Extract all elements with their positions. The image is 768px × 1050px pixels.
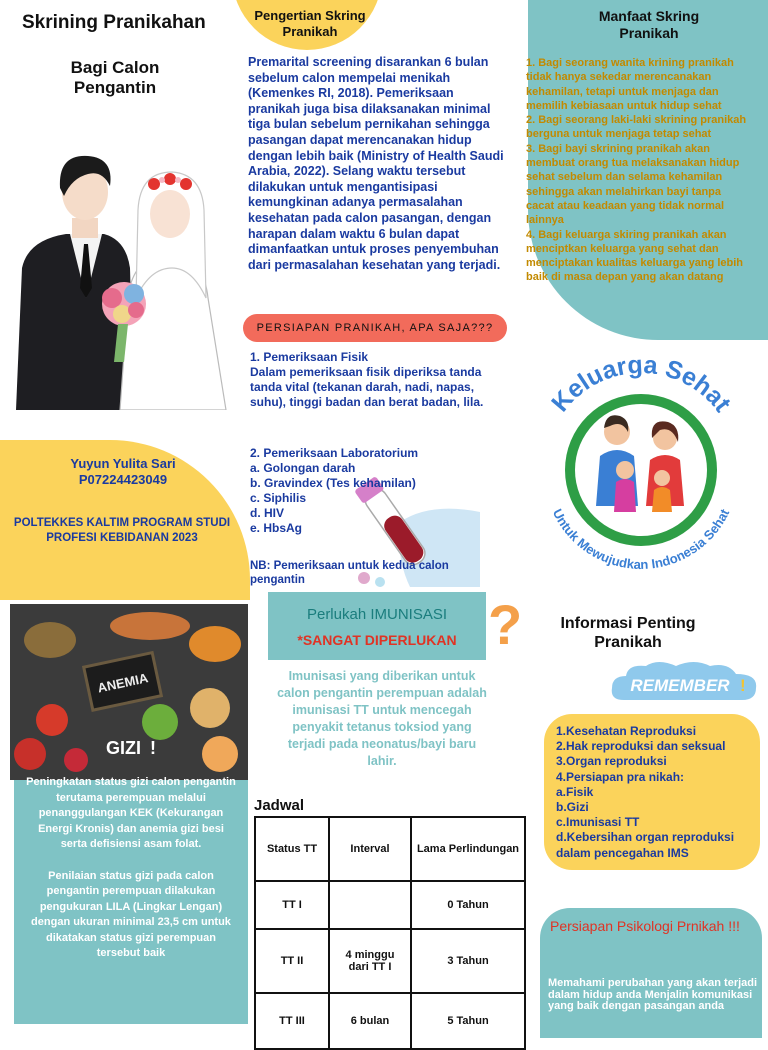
paragraph-spacer [26, 853, 236, 869]
section-title-manfaat [564, 8, 734, 42]
info-item: d.Kebersihan organ reproduksi dalam pencegahan IMS [556, 830, 735, 860]
nutrition-food-image [10, 604, 248, 780]
author-name: Yuyun Yulita Sari [70, 456, 176, 471]
info-item: c.Imunisasi TT [556, 815, 640, 830]
gizi-paragraph-2: Penilaian status gizi pada calon pengantin perempuan dilakukan pengukuran LILA (Lingkar Lengan) dengan ukuran minimal 23,5 cm untuk dikatakan status gizi perempuan tersebut baik [31, 869, 231, 959]
logo-bottom-text: Untuk Mewujudkan Indonesia Sehat [549, 506, 733, 573]
pemeriksaan-lab [250, 446, 450, 536]
keluarga-sehat-logo [522, 346, 760, 586]
title-line-1: Manfaat Skring [598, 8, 700, 24]
title-line-2: Pranikah [282, 24, 338, 39]
gizi-paragraphs [26, 775, 236, 962]
psikologi-paragraph: Memahami perubahan yang akan terjadi dalam hidup anda Menjalin komunikasi yang baik dengan pasangan anda [548, 977, 758, 1012]
info-item: 4.Persiapan pra nikah: [556, 769, 685, 784]
title-line-2: Pranikah [594, 634, 662, 651]
table-cell: TT II [255, 929, 329, 993]
brochure-title: Skrining Pranikahan [22, 12, 206, 33]
subtitle-line-1: Bagi Calon [70, 58, 160, 77]
table-cell: 5 Tahun [411, 993, 525, 1049]
table-row [255, 929, 525, 993]
subtitle-line-2: Pengantin [73, 78, 157, 97]
item-2-title: 2. Pemeriksaan Laboratorium [250, 446, 419, 460]
table-cell: TT I [255, 881, 329, 929]
author-block [20, 456, 226, 488]
nb-note: NB: Pemeriksaan untuk kedua calon pengantin [250, 560, 449, 586]
benefit-item: 4. Bagi keluarga skiring pranikah akan menciptkan keluarga yang sehat dan menciptakan kualitas keluarga yang lebih baik di masa depan yang akan datang [526, 228, 744, 284]
lab-item: e. HbsAg [250, 521, 303, 535]
table-cell: 3 Tahun [411, 929, 525, 993]
info-item: 1.Kesehatan Reproduksi [556, 724, 697, 738]
logo-top-text: Keluarga Sehat [546, 350, 737, 418]
table-header-cell: Lama Perlindungan [411, 817, 525, 881]
item-1-title: 1. Pemeriksaan Fisik [250, 350, 369, 364]
benefit-item: 1. Bagi seorang wanita krining pranikah tidak hanya sekedar merencanakan kehamilan, tetapi untuk menjaga dan memilih kebiasaan untuk hidup sehat [526, 57, 734, 112]
table-row [255, 881, 525, 929]
benefits-list [526, 56, 752, 285]
title-line-1: Informasi Penting [560, 615, 696, 632]
info-item: b.Gizi [556, 800, 589, 815]
benefit-item: 2. Bagi seorang laki-laki skrining pranikah berguna untuk menjaga tetap sehat [526, 114, 747, 141]
table-header-cell: Interval [329, 817, 411, 881]
gizi-exclamation: ! [150, 738, 156, 758]
title-line-1: Pengertian Skring [254, 8, 366, 23]
imunisasi-subtitle: *SANGAT DIPERLUKAN [297, 632, 457, 648]
remember-cloud-badge [610, 660, 760, 704]
lab-item: c. Siphilis [250, 491, 307, 505]
title-line-2: Pranikah [619, 25, 679, 41]
jadwal-label: Jadwal [254, 797, 305, 814]
lab-item: a. Golongan darah [250, 461, 356, 475]
bride-groom-illustration [8, 148, 232, 410]
persiapan-pill-label: PERSIAPAN PRANIKAH, APA SAJA??? [243, 314, 507, 342]
psikologi-title: Persiapan Psikologi Prnikah !!! [550, 918, 740, 934]
question-mark-icon: ? [488, 593, 523, 656]
author-id: P07224423049 [78, 472, 168, 487]
table-row [255, 993, 525, 1049]
pemeriksaan-fisik [250, 350, 508, 410]
gizi-label: GIZI [106, 738, 141, 758]
item-1-text: Dalam pemeriksaan fisik diperiksa tanda tanda vital (tekanan darah, nadi, napas, suhu), tinggi badan dan berat badan, lila. [250, 365, 484, 409]
pengertian-paragraph: Premarital screening disarankan 6 bulan sebelum calon mempelai menikah (Kemenkes RI, 2018). Pemeriksaan pranikah juga bisa dilaksanakan minimal tiga bulan sebelum pernikahan sehingga pasangan dapat merencanakan hidup dengan lebih baik (Ministry of Health Saudi Arabia, 2022). Selang waktu tersebut dilakukan untuk mengantisipasi kemungkinan adanya permasalahan kesehatan pada calon pasangan, dengan harapan dalam waktu 6 bulan dapat dimanfaatkan untuk proses penyembuhan dari permasalahan kesehatan yang terjadi. [248, 55, 504, 272]
table-cell [329, 881, 411, 929]
lab-item: d. HIV [250, 506, 285, 520]
info-item: 2.Hak reproduksi dan seksual [556, 739, 726, 754]
section-title-informasi [540, 614, 716, 652]
table-cell: 6 bulan [329, 993, 411, 1049]
gizi-paragraph-1: Peningkatan status gizi calon pengantin terutama perempuan melalui penanggulangan KEK (Kekurangan Energi Kronis) dan anemia gizi besi serta defisiensi asam folat. [26, 776, 236, 850]
info-item: 3.Organ reproduksi [556, 754, 667, 769]
info-list [556, 724, 756, 861]
table-cell: TT III [255, 993, 329, 1049]
institution-name: POLTEKKES KALTIM PROGRAM STUDI PROFESI KEBIDANAN 2023 [13, 517, 231, 544]
brochure-subtitle [40, 58, 190, 98]
imunisasi-paragraph: Imunisasi yang diberikan untuk calon pengantin perempuan adalah imunisasi TT untuk mencegah penyakit tetanus toksiod yang terjadi pada neonatus/bayi baru lahir. [277, 669, 487, 768]
imunisasi-header-box [268, 592, 486, 660]
table-header-cell: Status TT [255, 817, 329, 881]
section-title-pengertian [240, 8, 380, 40]
remember-text: REMEMBER [630, 676, 730, 695]
info-item: a.Fisik [556, 784, 594, 799]
table-cell: 4 minggu dari TT I [329, 929, 411, 993]
lab-item: b. Gravindex (Tes kehamilan) [250, 476, 416, 490]
benefit-item: 3. Bagi bayi skrining pranikah akan membuat orang tua melaksanakan hidup sehat sebelum dan selama kehamilan sehingga akan melahirkan bayi tanpa cacat atau keadaan yang tidak normal lainnya [526, 142, 740, 227]
anemia-chalkboard-text: ANEMIA [96, 670, 150, 696]
table-header-row [255, 817, 525, 881]
remember-exclamation: ! [740, 676, 746, 695]
tt-schedule-table [254, 816, 526, 1050]
table-cell: 0 Tahun [411, 881, 525, 929]
imunisasi-title: Perlukah IMUNISASI [306, 606, 448, 623]
